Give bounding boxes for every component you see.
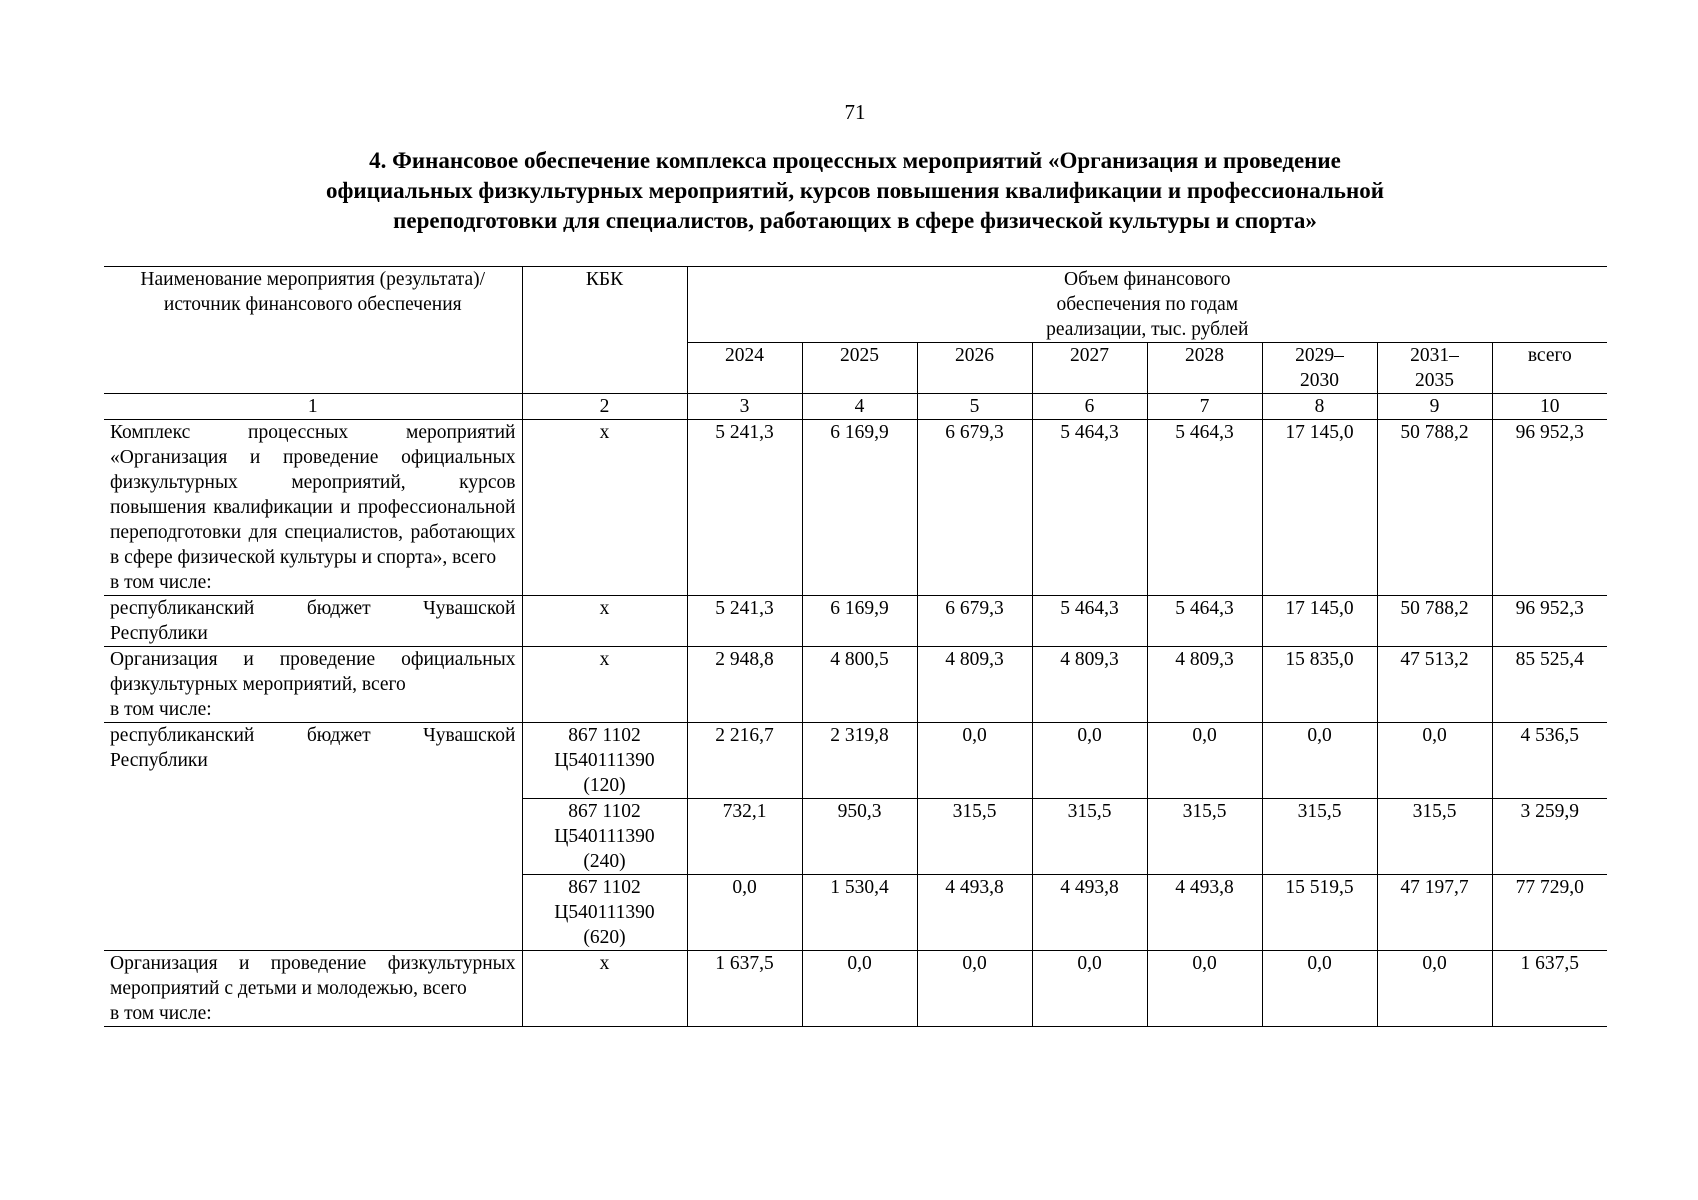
row-value: 2 948,8: [687, 647, 802, 723]
row-value: 0,0: [802, 951, 917, 1027]
header-year: 2031–2035: [1377, 343, 1492, 394]
table-row: [104, 723, 1607, 799]
row-value: 1 530,4: [802, 875, 917, 951]
row-value: 17 145,0: [1262, 596, 1377, 647]
row-name-cell: [104, 420, 522, 596]
row-note: в том числе:: [110, 699, 212, 720]
row-value: 0,0: [917, 951, 1032, 1027]
row-kbk: х: [522, 596, 687, 647]
row-kbk: х: [522, 951, 687, 1027]
row-value: 2 319,8: [802, 723, 917, 799]
column-number: 7: [1147, 394, 1262, 420]
table-row: [104, 951, 1607, 1027]
page-number: 71: [844, 100, 866, 124]
row-value: 0,0: [687, 875, 802, 951]
row-kbk: 867 1102 Ц540111390 (620): [522, 875, 687, 951]
row-value: 4 493,8: [917, 875, 1032, 951]
row-name: Организация и проведение физкультурных мероприятий с детьми и молодежью, всего: [110, 953, 516, 999]
header-year: 2025: [802, 343, 917, 394]
column-number-row: [104, 394, 1607, 420]
row-name: Организация и проведение официальных физкультурных мероприятий, всего: [110, 649, 516, 695]
header-name: Наименование мероприятия (результата)/источник финансового обеспечения: [104, 267, 522, 394]
row-value: 5 464,3: [1032, 420, 1147, 596]
row-value: 47 197,7: [1377, 875, 1492, 951]
row-kbk: 867 1102 Ц540111390 (120): [522, 723, 687, 799]
row-kbk: х: [522, 647, 687, 723]
row-value: 0,0: [1147, 723, 1262, 799]
title-line: 4. Финансовое обеспечение комплекса процессных мероприятий «Организация и проведение: [369, 148, 1341, 173]
row-value: 0,0: [1032, 723, 1147, 799]
row-value: 950,3: [802, 799, 917, 875]
header-year: 2024: [687, 343, 802, 394]
title-line: переподготовки для специалистов, работающих в сфере физической культуры и спорта»: [393, 208, 1317, 233]
row-value: 315,5: [1262, 799, 1377, 875]
row-value: 6 679,3: [917, 596, 1032, 647]
column-number: 9: [1377, 394, 1492, 420]
table-header-row: [104, 267, 1607, 343]
row-value: 0,0: [1262, 951, 1377, 1027]
row-value: 6 169,9: [802, 420, 917, 596]
header-year: 2026: [917, 343, 1032, 394]
row-value: 3 259,9: [1492, 799, 1607, 875]
table-row: [104, 596, 1607, 647]
row-value: 732,1: [687, 799, 802, 875]
row-value: 4 493,8: [1147, 875, 1262, 951]
row-note: в том числе:: [110, 572, 212, 593]
header-volume: Объем финансового обеспечения по годам реализации, тыс. рублей: [687, 267, 1607, 343]
row-kbk: х: [522, 420, 687, 596]
row-value: 4 809,3: [1032, 647, 1147, 723]
row-value: 47 513,2: [1377, 647, 1492, 723]
row-name: республиканский бюджет Чувашской Республики: [104, 723, 522, 951]
column-number: 6: [1032, 394, 1147, 420]
row-value: 85 525,4: [1492, 647, 1607, 723]
row-name: Комплекс процессных мероприятий «Организация и проведение официальных физкультурных мероприятий, курсов повышения квалификации и профессиональной переподготовки для специалистов, работающих в сфере физической культуры и спорта», всего: [110, 422, 516, 568]
column-number: 10: [1492, 394, 1607, 420]
row-value: 0,0: [917, 723, 1032, 799]
row-value: 315,5: [1032, 799, 1147, 875]
row-value: 4 809,3: [917, 647, 1032, 723]
header-year: 2029–2030: [1262, 343, 1377, 394]
table-row: [104, 647, 1607, 723]
row-value: 50 788,2: [1377, 420, 1492, 596]
row-value: 0,0: [1147, 951, 1262, 1027]
row-value: 0,0: [1377, 723, 1492, 799]
row-value: 96 952,3: [1492, 420, 1607, 596]
header-kbk: КБК: [522, 267, 687, 394]
row-value: 4 493,8: [1032, 875, 1147, 951]
header-year: 2027: [1032, 343, 1147, 394]
row-value: 0,0: [1262, 723, 1377, 799]
row-value: 50 788,2: [1377, 596, 1492, 647]
column-number: 5: [917, 394, 1032, 420]
row-name-cell: [104, 647, 522, 723]
row-value: 5 464,3: [1032, 596, 1147, 647]
row-value: 5 464,3: [1147, 596, 1262, 647]
table-row: [104, 420, 1607, 596]
row-value: 4 800,5: [802, 647, 917, 723]
row-value: 0,0: [1032, 951, 1147, 1027]
row-value: 17 145,0: [1262, 420, 1377, 596]
column-number: 1: [104, 394, 522, 420]
row-value: 96 952,3: [1492, 596, 1607, 647]
row-value: 0,0: [1377, 951, 1492, 1027]
row-value: 5 241,3: [687, 596, 802, 647]
column-number: 4: [802, 394, 917, 420]
row-kbk: 867 1102 Ц540111390 (240): [522, 799, 687, 875]
column-number: 2: [522, 394, 687, 420]
row-value: 4 809,3: [1147, 647, 1262, 723]
document-title: [200, 146, 1510, 236]
title-line: официальных физкультурных мероприятий, курсов повышения квалификации и профессиональной: [326, 178, 1384, 203]
row-note: в том числе:: [110, 1003, 212, 1024]
row-name: республиканский бюджет Чувашской Республики: [104, 596, 522, 647]
row-value: 4 536,5: [1492, 723, 1607, 799]
row-value: 6 679,3: [917, 420, 1032, 596]
row-value: 315,5: [1377, 799, 1492, 875]
row-value: 1 637,5: [687, 951, 802, 1027]
row-value: 1 637,5: [1492, 951, 1607, 1027]
row-value: 5 241,3: [687, 420, 802, 596]
column-number: 8: [1262, 394, 1377, 420]
row-value: 77 729,0: [1492, 875, 1607, 951]
row-value: 315,5: [917, 799, 1032, 875]
row-value: 5 464,3: [1147, 420, 1262, 596]
row-value: 15 519,5: [1262, 875, 1377, 951]
column-number: 3: [687, 394, 802, 420]
row-value: 15 835,0: [1262, 647, 1377, 723]
header-year: 2028: [1147, 343, 1262, 394]
row-value: 6 169,9: [802, 596, 917, 647]
header-year-total: всего: [1492, 343, 1607, 394]
row-name-cell: [104, 951, 522, 1027]
financing-table: [104, 266, 1607, 1027]
row-value: 315,5: [1147, 799, 1262, 875]
row-value: 2 216,7: [687, 723, 802, 799]
